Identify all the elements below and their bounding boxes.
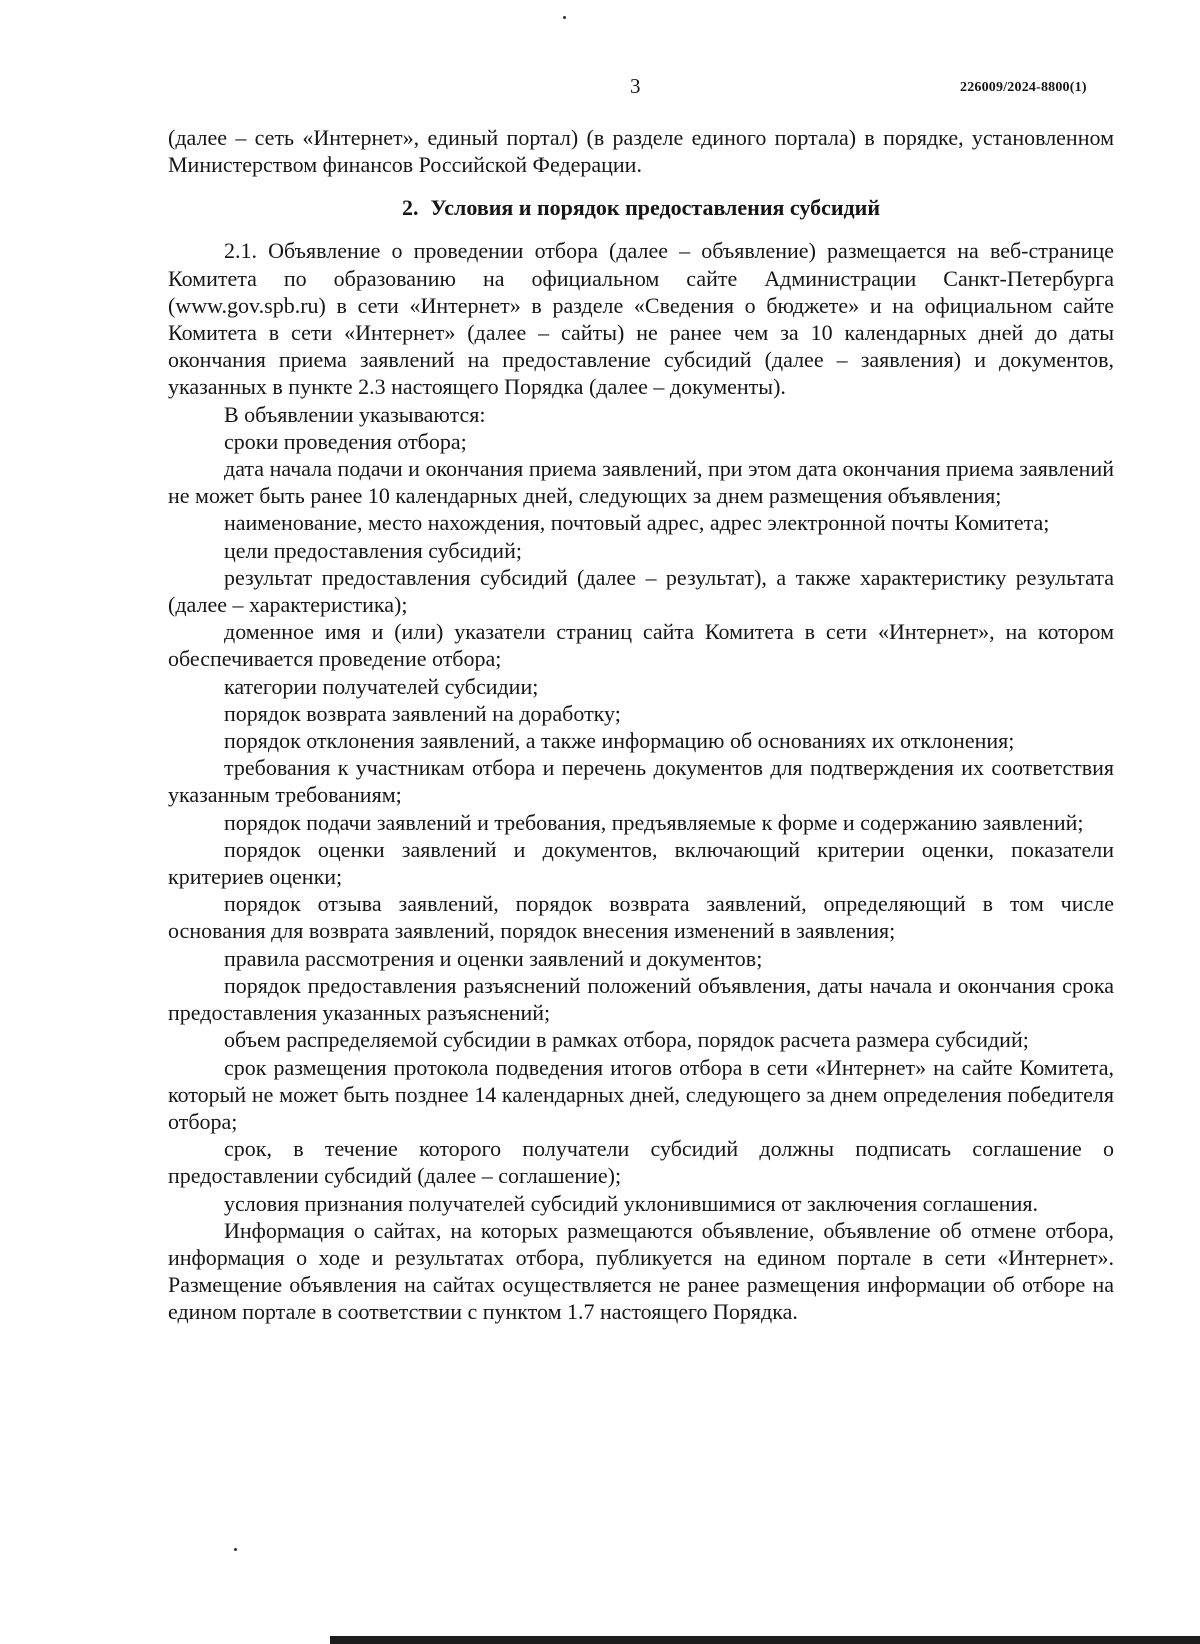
paragraph: порядок отклонения заявлений, а также информацию об основаниях их отклонения;: [224, 728, 1015, 754]
page-number: 3: [630, 74, 641, 98]
paragraph: Информация о сайтах, на которых размещаются объявление, объявление об отмене отбора, информация о ходе и результатах отбора, публикуется на едином портале в сети «Интернет». Размещение объявления на сайтах осуществляется не ранее размещения информации об отборе на едином портале в соответствии с пунктом 1.7 настоящего Порядка.: [168, 1217, 1114, 1325]
paragraph: порядок подачи заявлений и требования, предъявляемые к форме и содержанию заявлений;: [224, 809, 1084, 835]
paragraph: результат предоставления субсидий (далее – результат), а также характеристику результата (далее – характеристика);: [168, 564, 1114, 618]
paragraph: порядок оценки заявлений и документов, включающий критерии оценки, показатели критериев оценки;: [168, 836, 1114, 890]
paragraph: доменное имя и (или) указатели страниц сайта Комитета в сети «Интернет», на котором обеспечивается проведение отбора;: [168, 619, 1114, 672]
paragraph: наименование, место нахождения, почтовый адрес, адрес электронной почты Комитета;: [224, 510, 1050, 536]
paragraph: срок размещения протокола подведения итогов отбора в сети «Интернет» на сайте Комитета, который не может быть позднее 14 календарных дней, следующего за днем определения победителя отбора;: [168, 1054, 1114, 1134]
intro-paragraph: (далее – сеть «Интернет», единый портал) (в разделе единого портала) в порядке, установленном Министерством финансов Российской Федерации.: [168, 125, 1114, 178]
paragraph: 2.1. Объявление о проведении отбора (далее – объявление) размещается на веб-странице Комитета по образованию на официальном сайте Администрации Санкт-Петербурга (www.gov.spb.ru) в сети «Интернет» в разделе «Сведения о бюджете» и на официальном сайте Комитета в сети «Интернет» (далее – сайты) не ранее чем за 10 календарных дней до даты окончания приема заявлений на предоставление субсидий (далее – заявления) и документов, указанных в пункте 2.3 настоящего Порядка (далее – документы).: [168, 238, 1114, 400]
section-title: Условия и порядок предоставления субсидий: [430, 195, 880, 221]
section-number: 2.: [402, 195, 419, 221]
document-body: [168, 124, 1114, 1326]
paragraph: цели предоставления субсидий;: [224, 537, 522, 563]
paragraph: условия признания получателей субсидий уклонившимися от заключения соглашения.: [224, 1190, 1038, 1216]
scan-speck: [234, 1548, 237, 1551]
paragraph: порядок предоставления разъяснений положений объявления, даты начала и окончания срока предоставления указанных разъяснений;: [168, 972, 1114, 1026]
paragraph: порядок возврата заявлений на доработку;: [224, 700, 621, 726]
paragraph: сроки проведения отбора;: [224, 428, 467, 454]
paragraph: В объявлении указываются:: [224, 401, 486, 427]
paragraph: объем распределяемой субсидии в рамках отбора, порядок расчета размера субсидий;: [224, 1027, 1029, 1053]
paragraph: дата начала подачи и окончания приема заявлений, при этом дата окончания приема заявлений не может быть ранее 10 календарных дней, следующих за днем размещения объявления;: [168, 456, 1114, 509]
paragraph: категории получателей субсидии;: [224, 673, 539, 699]
paragraph: требования к участникам отбора и перечень документов для подтверждения их соответствия указанным требованиям;: [168, 755, 1114, 808]
paragraph: срок, в течение которого получатели субсидий должны подписать соглашение о предоставлении субсидий (далее – соглашение);: [168, 1136, 1114, 1189]
document-registration-number: 226009/2024-8800(1): [960, 80, 1087, 95]
scan-edge-line: [330, 1636, 1200, 1644]
section-heading: [168, 194, 1114, 221]
paragraph-list: [168, 237, 1114, 1325]
paragraph: правила рассмотрения и оценки заявлений и документов;: [224, 945, 763, 971]
scan-speck: [563, 16, 566, 19]
paragraph: порядок отзыва заявлений, порядок возврата заявлений, определяющий в том числе основания для возврата заявлений, порядок внесения изменений в заявления;: [168, 891, 1114, 944]
